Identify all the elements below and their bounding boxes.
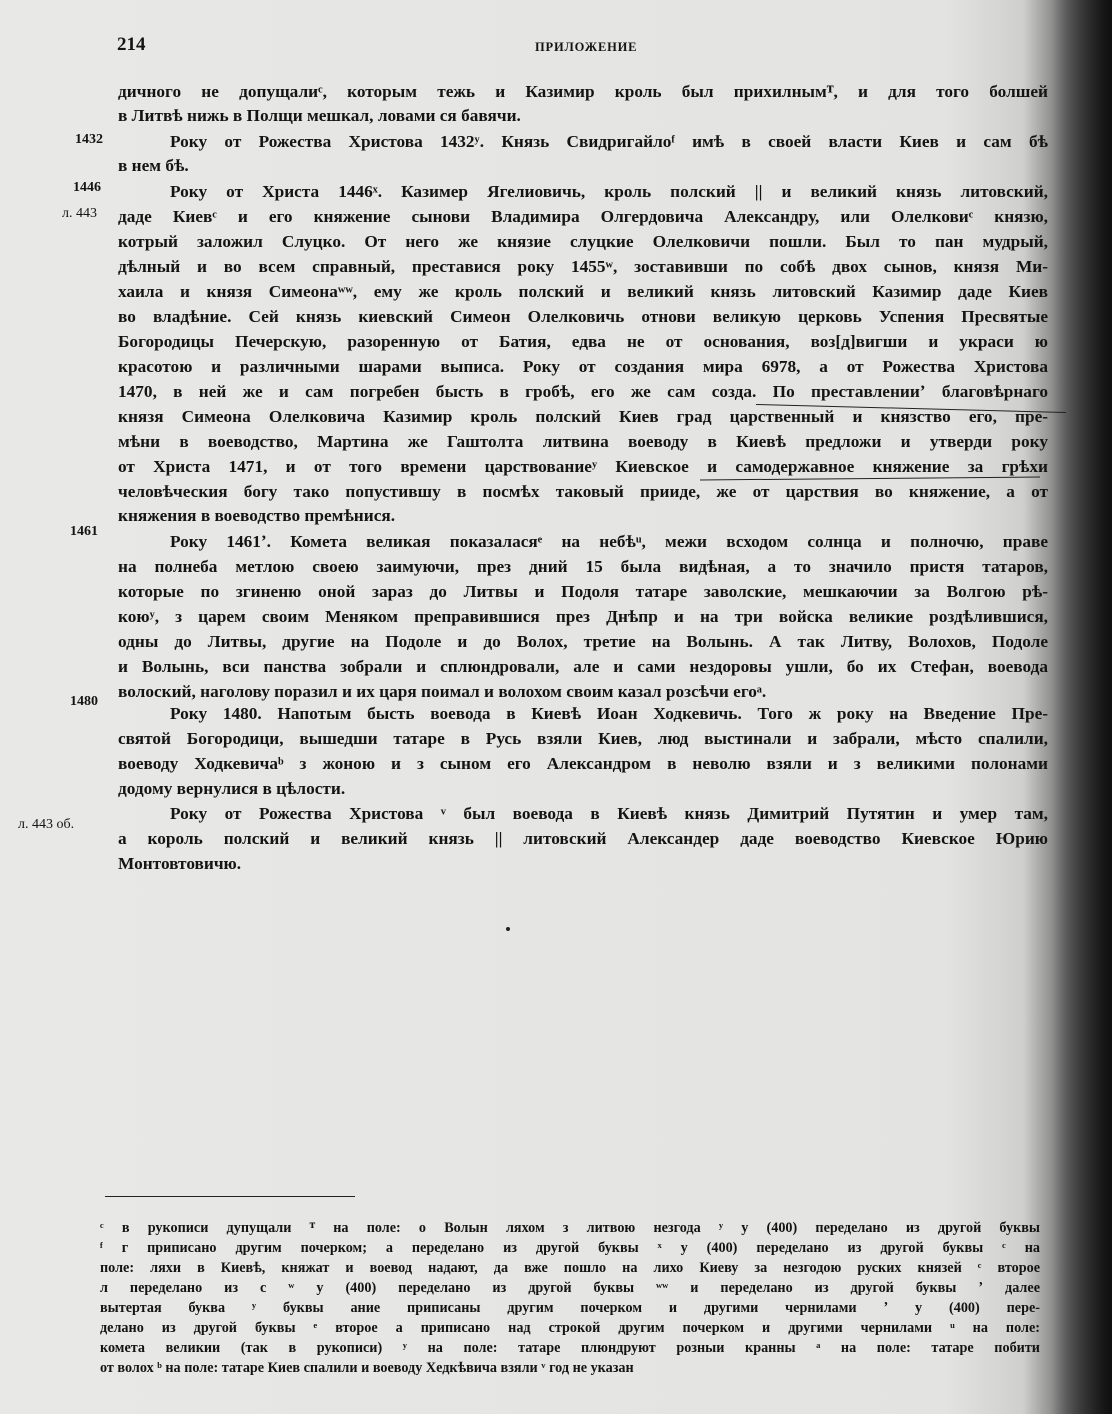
text-line: которые по згиненю оной зараз до Литвы и Подоля татаре заволские, мешкаючии за Волгою рѣ- xyxy=(118,582,1048,601)
footnote-line: комета великии (так в рукописи) ʸ на поле: татаре плюндруют розныи кранны ᵃ на поле: татаре побити xyxy=(100,1340,1040,1356)
text-line: в Литвѣ нижь в Полщи мешкал, ловами ся бавячи. xyxy=(118,106,521,125)
text-line: Року от Рожества Христова 1432ʸ. Князь Свидригайлоᶠ имѣ в своей власти Киев и сам бѣ xyxy=(170,132,1048,151)
footnote-line: ᶜ в рукописи дупущали ᵀ на поле: о Волын ляхом з литвою незгода ʸ у (400) переделано из другой буквы xyxy=(100,1220,1040,1236)
text-line: коюʸ, з царем своим Меняком преправившися през Днѣпр и на три войска великие роздѣлившися, xyxy=(118,607,1048,626)
text-line: княжения в воеводство премѣнися. xyxy=(118,506,396,525)
margin-year-1432: 1432 xyxy=(75,132,103,147)
footnote-line: поле: ляхи в Киевѣ, княжат и воевод надают, да вже пошло на лихо Киеву за незгодою руских князей ᶜ второе xyxy=(100,1260,1040,1276)
page-number: 214 xyxy=(117,34,146,55)
text-line: человѣческия богу тако попустившу в посмѣх таковый прииде, же от царствия во княжение, а от xyxy=(118,482,1048,501)
footnote-line: делано из другой буквы ᵉ второе а приписано над строкой другим почерком и другими чернилами ᵘ на поле: xyxy=(100,1320,1040,1336)
text-line: в нем бѣ. xyxy=(118,156,189,175)
margin-year-1480: 1480 xyxy=(70,694,98,709)
margin-year-1461: 1461 xyxy=(70,524,98,539)
text-line: Монтовтовичю. xyxy=(118,854,242,873)
text-line: 1470, в ней же и сам погребен бысть в гробѣ, его же сам созда. По преставленииʼ благовѣрнаго xyxy=(118,382,1048,401)
text-line: Року 1480. Напотым бысть воевода в Киевѣ Иоан Ходкевичь. Того ж року на Введение Пре- xyxy=(170,704,1048,723)
footnote-line: л переделано из с ʷ у (400) переделано из другой буквы ʷʷ и переделано из другой буквы ʼ далее xyxy=(100,1280,1040,1296)
text-line: во владѣние. Сей князь киевский Симеон Олелковичь отнови великую церковь Успения Пресвятые xyxy=(118,307,1048,326)
text-line: красотою и различными шарами выписа. Року от создания мира 6978, а от Рожества Христова xyxy=(118,357,1048,376)
text-line: Богородицы Печерскую, разоренную от Батия, едва не от основания, воз[д]вигши и украси ю xyxy=(118,332,1048,351)
text-line: а король полский и великий князь || литовский Александер даде воеводство Киевское Юрию xyxy=(118,829,1048,848)
text-line: котрый заложил Слуцко. От него же князие слуцкие Олелковичи пошли. Был то пан мудрый, xyxy=(118,232,1048,251)
text-line: и Волынь, вси панства зобрали и сплюндровали, але и сами нездоровы ушли, бо их Стефан, воевода xyxy=(118,657,1048,676)
running-head: ПРИЛОЖЕНИЕ xyxy=(535,40,638,54)
text-line: додому вернулися в цѣлости. xyxy=(118,779,346,798)
text-line: хаила и князя Симеонаʷʷ, ему же кроль полский и великий князь литовский Казимир даде Киев xyxy=(118,282,1048,301)
text-line: князя Симеона Олелковича Казимир кроль полский Киев град царственный и князство его, пре- xyxy=(118,407,1048,426)
margin-year-1446: 1446 xyxy=(73,180,101,195)
margin-leaf-443: л. 443 xyxy=(62,206,97,221)
footnote-line: от волох ᵇ на поле: татаре Киев спалили и воеводу Хедкѣвича взяли ᵛ год не указан xyxy=(100,1360,634,1376)
footnote-rule xyxy=(105,1196,355,1197)
text-line: святой Богородици, вышедши татаре в Русь взяли Киев, люд выстинали и забрали, мѣсто спалили, xyxy=(118,729,1048,748)
text-line: на полнеба метлою своею заимуючи, през дний 15 была видѣная, а то значило пристя татаров, xyxy=(118,557,1048,576)
page-gutter-shadow xyxy=(1052,0,1112,1414)
text-line: одны до Литвы, другие на Подоле и до Волох, третие на Волынь. А так Литву, Волохов, Подоле xyxy=(118,632,1048,651)
text-line: мѣни в воеводство, Мартина же Гаштолта литвина воеводу в Киевѣ предложи и утверди року xyxy=(118,432,1048,451)
text-line: Року от Рожества Христова ᵛ был воевода в Киевѣ князь Димитрий Путятин и умер там, xyxy=(170,804,1048,823)
text-line: дѣлный и во всем справный, преставися року 1455ʷ, зоставивши по собѣ двох сынов, князя Ми- xyxy=(118,257,1048,276)
margin-leaf-443-ob: л. 443 об. xyxy=(18,817,75,832)
text-line: воеводу Ходкевичаᵇ з жоною и з сыном его Александром в неволю взяли и з великими полонами xyxy=(118,754,1048,773)
text-line: Року 1461ʼ. Комета великая показаласяᵉ на небѣᵘ, межи всходом солнца и полночю, праве xyxy=(170,532,1048,551)
text-line: волоский, наголову поразил и их царя поимал и волохом своим казал розсѣчи егоᵃ. xyxy=(118,682,767,701)
text-line: от Христа 1471, и от того времени царствованиеʸ Киевское и самодержавное княжение за грѣхи xyxy=(118,457,1048,476)
text-line: Року от Христа 1446ˣ. Казимер Ягелиовичь, кроль полский || и великий князь литовский, xyxy=(170,182,1048,201)
text-line: даде Киевᶜ и его княжение сынови Владимира Олгердовича Александру, или Олелковиᶜ князю, xyxy=(118,207,1048,226)
footnote-line: вытертая буква ʸ буквы ание приписаны другим почерком и другими чернилами ʼ у (400) пере- xyxy=(100,1300,1040,1316)
text-line: дичного не допущалиᶜ, которым тежь и Казимир кроль был прихилнымᵀ, и для того болшей xyxy=(118,82,1048,101)
footnote-line: ᶠ г приписано другим почерком; а переделано из другой буквы ˣ у (400) переделано из другой буквы ᶜ на xyxy=(100,1240,1040,1256)
stray-mark xyxy=(506,927,510,931)
